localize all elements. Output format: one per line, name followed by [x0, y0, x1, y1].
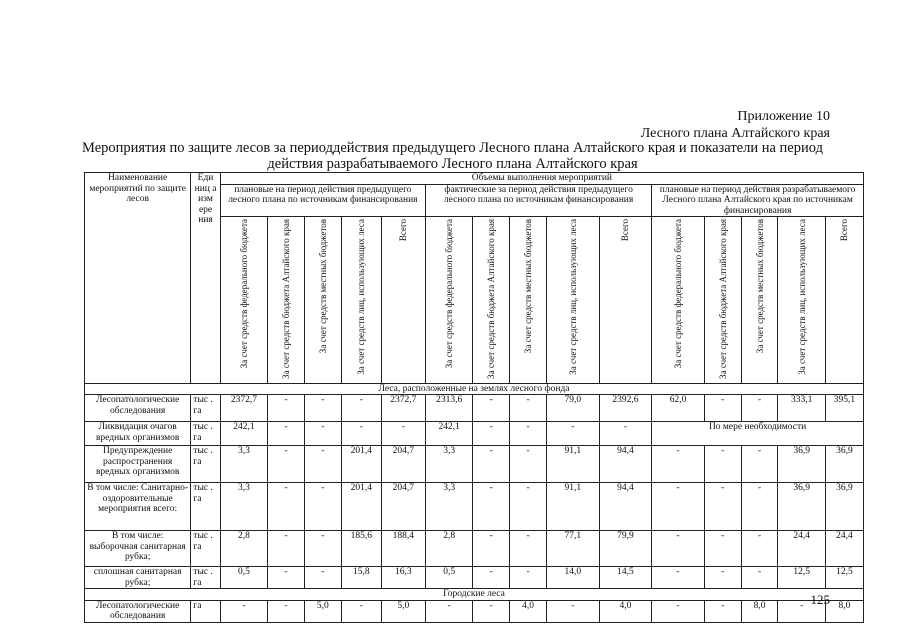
value-cell: 0,5	[425, 567, 472, 589]
value-cell: 36,9	[778, 483, 825, 531]
value-cell: 16,3	[381, 567, 425, 589]
value-cell: -	[381, 422, 425, 446]
header-source-label: За счет средств лиц, использующих леса	[567, 219, 578, 375]
value-cell: 185,6	[341, 531, 381, 567]
document-title	[70, 140, 835, 172]
section-urban-forests-label: Городские леса	[85, 589, 864, 601]
table-row	[85, 422, 864, 446]
value-cell: -	[341, 395, 381, 422]
value-cell: 2372,7	[381, 395, 425, 422]
value-cell: 3,3	[425, 446, 472, 483]
value-cell: 8,0	[741, 600, 778, 622]
header-source-2-1	[425, 217, 472, 384]
protection-measures-table	[84, 172, 864, 623]
appendix-plan-name: Лесного плана Алтайского края	[640, 126, 830, 141]
value-cell: -	[510, 483, 547, 531]
value-cell: -	[268, 395, 305, 422]
value-cell: -	[741, 395, 778, 422]
value-cell: 201,4	[341, 446, 381, 483]
section-forest-fund	[85, 383, 864, 395]
value-cell: 79,9	[599, 531, 652, 567]
header-source-1-1	[220, 217, 267, 384]
header-source-label: Всего	[398, 219, 409, 242]
header-measure-name: Наименование мероприятий по защите лесов	[85, 173, 191, 384]
section-forest-fund-label: Леса, расположенные на землях лесного фонда	[85, 383, 864, 395]
value-cell: 2,8	[425, 531, 472, 567]
value-cell: -	[778, 600, 825, 622]
value-cell: -	[741, 446, 778, 483]
header-source-label: За счет средств бюджета Алтайского края	[486, 219, 497, 379]
value-cell: 36,9	[778, 446, 825, 483]
value-cell: -	[268, 446, 305, 483]
header-group-planned-new: плановые на период действия разрабатываемого Лесного плана Алтайского края по источникам финансирования	[652, 184, 864, 217]
table-header	[85, 173, 864, 384]
value-cell: 24,4	[778, 531, 825, 567]
unit-cell: га	[191, 600, 220, 622]
value-cell: -	[510, 395, 547, 422]
value-cell: -	[304, 422, 341, 446]
value-cell: -	[741, 567, 778, 589]
table-row	[85, 531, 864, 567]
value-cell: -	[652, 446, 705, 483]
value-cell: 395,1	[825, 395, 863, 422]
value-cell: -	[341, 600, 381, 622]
value-cell: -	[304, 567, 341, 589]
header-source-label: За счет средств лиц, использующих леса	[796, 219, 807, 375]
value-cell: 8,0	[825, 600, 863, 622]
unit-cell: тыс . га	[191, 531, 220, 567]
unit-cell: тыс . га	[191, 483, 220, 531]
measure-name: Ликвидация очагов вредных организмов	[85, 422, 191, 446]
value-cell: 3,3	[425, 483, 472, 531]
value-cell: -	[473, 446, 510, 483]
value-cell: 5,0	[304, 600, 341, 622]
measure-name: В том числе: выборочная санитарная рубка;	[85, 531, 191, 567]
header-source-3-1	[652, 217, 705, 384]
header-source-2-5	[599, 217, 652, 384]
header-source-2-2	[473, 217, 510, 384]
header-source-label: Всего	[839, 219, 850, 242]
table-row	[85, 600, 864, 622]
header-source-3-2	[704, 217, 741, 384]
value-cell: -	[652, 567, 705, 589]
value-cell: -	[473, 567, 510, 589]
unit-cell: тыс . га	[191, 446, 220, 483]
value-cell: -	[510, 567, 547, 589]
header-source-2-4	[546, 217, 599, 384]
value-cell: -	[741, 531, 778, 567]
value-cell: -	[304, 531, 341, 567]
value-cell: -	[704, 600, 741, 622]
value-cell: 3,3	[220, 483, 267, 531]
header-source-1-4	[341, 217, 381, 384]
value-cell: -	[473, 422, 510, 446]
value-cell: 2313,6	[425, 395, 472, 422]
value-cell: -	[268, 600, 305, 622]
measure-name: сплошная санитарная рубка;	[85, 567, 191, 589]
value-cell: -	[341, 422, 381, 446]
value-cell: 94,4	[599, 446, 652, 483]
value-cell: -	[510, 422, 547, 446]
value-cell: -	[425, 600, 472, 622]
value-cell: -	[599, 422, 652, 446]
table-row	[85, 483, 864, 531]
value-cell: -	[704, 531, 741, 567]
value-cell: 91,1	[546, 483, 599, 531]
value-cell: -	[741, 483, 778, 531]
header-group-planned-previous: плановые на период действия предыдущего лесного плана по источникам финансирования	[220, 184, 425, 217]
value-cell: -	[652, 531, 705, 567]
header-source-1-5	[381, 217, 425, 384]
measure-name: Предупреждение распространения вредных организмов	[85, 446, 191, 483]
table-row	[85, 395, 864, 422]
value-cell: 15,8	[341, 567, 381, 589]
value-cell: -	[268, 567, 305, 589]
value-cell: 14,5	[599, 567, 652, 589]
value-cell: 2372,7	[220, 395, 267, 422]
unit-cell: тыс . га	[191, 395, 220, 422]
value-cell: -	[704, 395, 741, 422]
value-cell: 242,1	[425, 422, 472, 446]
header-source-label: За счет средств бюджета Алтайского края	[281, 219, 292, 379]
table-body	[85, 383, 864, 622]
value-cell: 204,7	[381, 483, 425, 531]
header-source-label: За счет средств федерального бюджета	[673, 219, 683, 369]
header-source-3-4	[778, 217, 825, 384]
table-row	[85, 446, 864, 483]
header-unit: Еди ниц а изм ере ния	[191, 173, 220, 384]
value-cell: 77,1	[546, 531, 599, 567]
header-source-label: За счет средств федерального бюджета	[444, 219, 455, 369]
value-cell: -	[268, 531, 305, 567]
value-cell: 5,0	[381, 600, 425, 622]
value-cell: 2392,6	[599, 395, 652, 422]
value-cell: 3,3	[220, 446, 267, 483]
measure-name: Лесопатологические обследования	[85, 600, 191, 622]
value-cell: -	[652, 600, 705, 622]
value-cell: 14,0	[546, 567, 599, 589]
value-cell: -	[652, 483, 705, 531]
merged-note-cell: По мере необходимости	[652, 422, 864, 446]
value-cell: 201,4	[341, 483, 381, 531]
value-cell: -	[510, 446, 547, 483]
value-cell: -	[546, 600, 599, 622]
value-cell: -	[304, 446, 341, 483]
header-source-label: За счет средств местных бюджетов	[754, 219, 765, 354]
value-cell: 36,9	[825, 483, 863, 531]
value-cell: -	[704, 446, 741, 483]
header-volumes: Объемы выполнения мероприятий	[220, 173, 863, 185]
value-cell: 36,9	[825, 446, 863, 483]
value-cell: -	[268, 422, 305, 446]
appendix-number: Приложение 10	[737, 109, 830, 124]
value-cell: 94,4	[599, 483, 652, 531]
header-source-1-3	[304, 217, 341, 384]
value-cell: 333,1	[778, 395, 825, 422]
value-cell: 91,1	[546, 446, 599, 483]
value-cell: -	[473, 600, 510, 622]
value-cell: 24,4	[825, 531, 863, 567]
header-source-label: За счет средств бюджета Алтайского края	[717, 219, 728, 379]
value-cell: 204,7	[381, 446, 425, 483]
value-cell: -	[704, 567, 741, 589]
document-title-line-1: Мероприятия по защите лесов за периоддействия предыдущего Лесного плана Алтайского края и показатели на период	[82, 140, 823, 156]
value-cell: 12,5	[778, 567, 825, 589]
header-source-label: За счет средств местных бюджетов	[523, 219, 534, 354]
value-cell: 12,5	[825, 567, 863, 589]
value-cell: 2,8	[220, 531, 267, 567]
value-cell: 188,4	[381, 531, 425, 567]
unit-cell: тыс . га	[191, 422, 220, 446]
header-source-label: Всего	[620, 219, 631, 242]
page-number: 125	[810, 592, 830, 607]
value-cell: 79,0	[546, 395, 599, 422]
header-source-3-5	[825, 217, 863, 384]
value-cell: -	[473, 531, 510, 567]
value-cell: 62,0	[652, 395, 705, 422]
value-cell: -	[704, 483, 741, 531]
value-cell: -	[510, 531, 547, 567]
document-title-line-2: действия разрабатываемого Лесного плана Алтайского края	[267, 156, 638, 172]
value-cell: 0,5	[220, 567, 267, 589]
header-source-3-3	[741, 217, 778, 384]
value-cell: -	[473, 395, 510, 422]
table-row	[85, 567, 864, 589]
header-source-1-2	[268, 217, 305, 384]
header-source-label: За счет средств лиц, использующих леса	[356, 219, 367, 375]
value-cell: 242,1	[220, 422, 267, 446]
measure-name: Лесопатологические обследования	[85, 395, 191, 422]
header-source-2-3	[510, 217, 547, 384]
value-cell: -	[268, 483, 305, 531]
value-cell: 4,0	[510, 600, 547, 622]
unit-cell: тыс . га	[191, 567, 220, 589]
header-source-label: За счет средств федерального бюджета	[238, 219, 249, 369]
value-cell: -	[220, 600, 267, 622]
value-cell: -	[304, 483, 341, 531]
value-cell: 4,0	[599, 600, 652, 622]
measure-name: В том числе: Санитарно-оздоровительные мероприятия всего:	[85, 483, 191, 531]
header-group-actual-previous: фактические за период действия предыдущего лесного плана по источникам финансирования	[425, 184, 651, 217]
value-cell: -	[304, 395, 341, 422]
value-cell: -	[473, 483, 510, 531]
value-cell: -	[546, 422, 599, 446]
header-source-label: За счет средств местных бюджетов	[317, 219, 328, 354]
section-urban-forests	[85, 589, 864, 601]
